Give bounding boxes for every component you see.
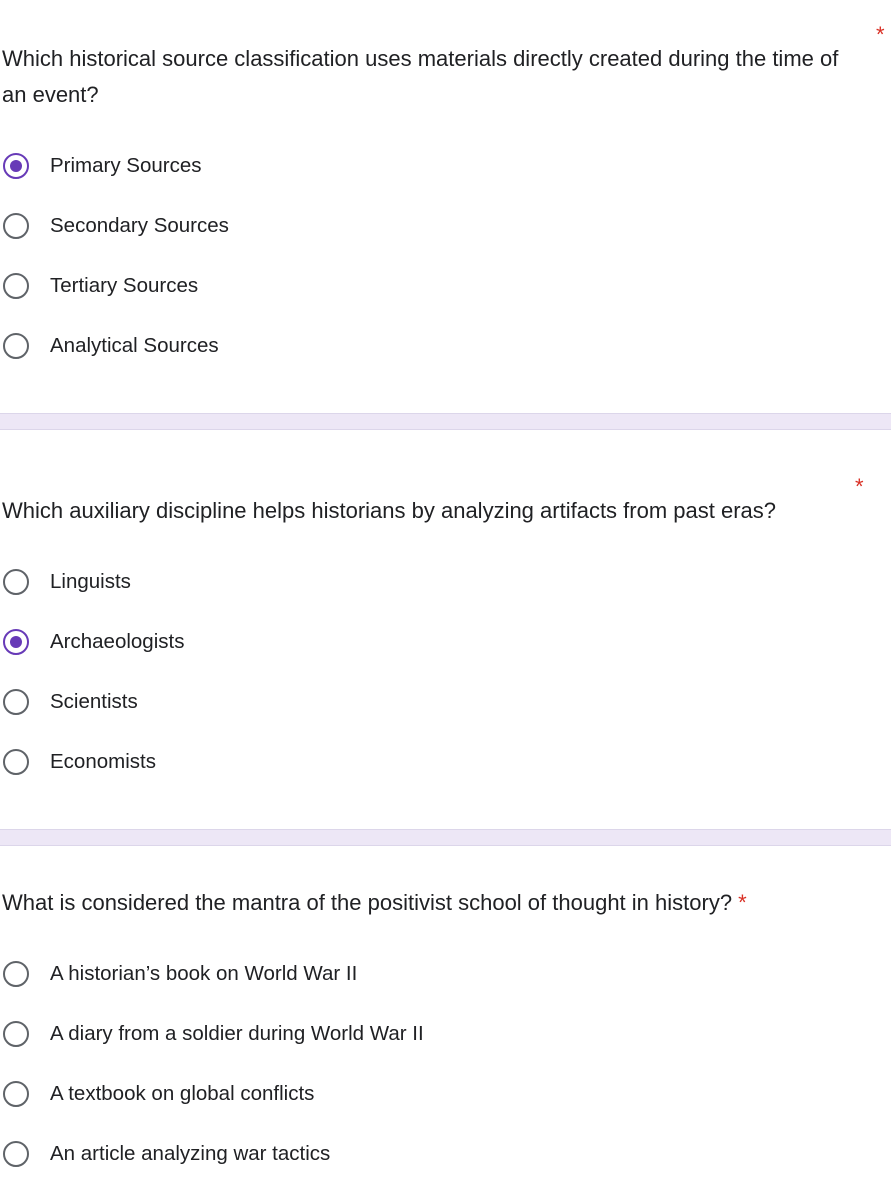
radio-option[interactable] [0,206,229,246]
radio-icon[interactable] [3,749,29,775]
required-asterisk: * [738,890,747,915]
required-asterisk: * [855,474,864,499]
radio-icon[interactable] [3,213,29,239]
option-label: A diary from a soldier during World War II [50,1022,424,1045]
option-label: Economists [50,750,156,773]
radio-option[interactable] [0,326,219,366]
radio-option[interactable] [0,682,138,722]
radio-option[interactable] [0,622,184,662]
option-label: Secondary Sources [50,214,229,237]
radio-icon[interactable] [3,273,29,299]
required-asterisk: * [876,22,885,47]
section-divider [0,413,891,430]
question-title: Which auxiliary discipline helps historians by analyzing artifacts from past eras? [2,498,777,523]
radio-option[interactable] [0,1134,330,1174]
option-label: Primary Sources [50,154,202,177]
radio-option[interactable] [0,1074,314,1114]
option-label: Tertiary Sources [50,274,199,297]
radio-option[interactable] [0,562,131,602]
option-label: An article analyzing war tactics [50,1142,331,1165]
radio-icon[interactable] [3,1141,29,1167]
radio-icon[interactable] [3,689,29,715]
section-divider [0,829,891,846]
radio-icon[interactable] [3,1021,29,1047]
option-label: Linguists [50,570,131,593]
radio-option[interactable] [0,954,357,994]
radio-selected-icon[interactable] [3,629,29,655]
question-title: Which historical source classification uses materials directly created during the time of an event? [2,46,839,107]
radio-selected-icon[interactable] [3,153,29,179]
radio-icon[interactable] [3,333,29,359]
radio-option[interactable] [0,742,156,782]
radio-icon[interactable] [3,569,29,595]
option-label: Analytical Sources [50,334,219,357]
question-title-text: What is considered the mantra of the positivist school of thought in history? [2,890,733,915]
radio-option[interactable] [0,1014,424,1054]
option-label: Archaeologists [50,630,185,653]
question-title [2,885,891,921]
option-label: A historian’s book on World War II [50,962,358,985]
radio-icon[interactable] [3,1081,29,1107]
option-label: Scientists [50,690,138,713]
option-label: A textbook on global conflicts [50,1082,315,1105]
radio-option[interactable] [0,146,202,186]
radio-icon[interactable] [3,961,29,987]
radio-option[interactable] [0,266,198,306]
